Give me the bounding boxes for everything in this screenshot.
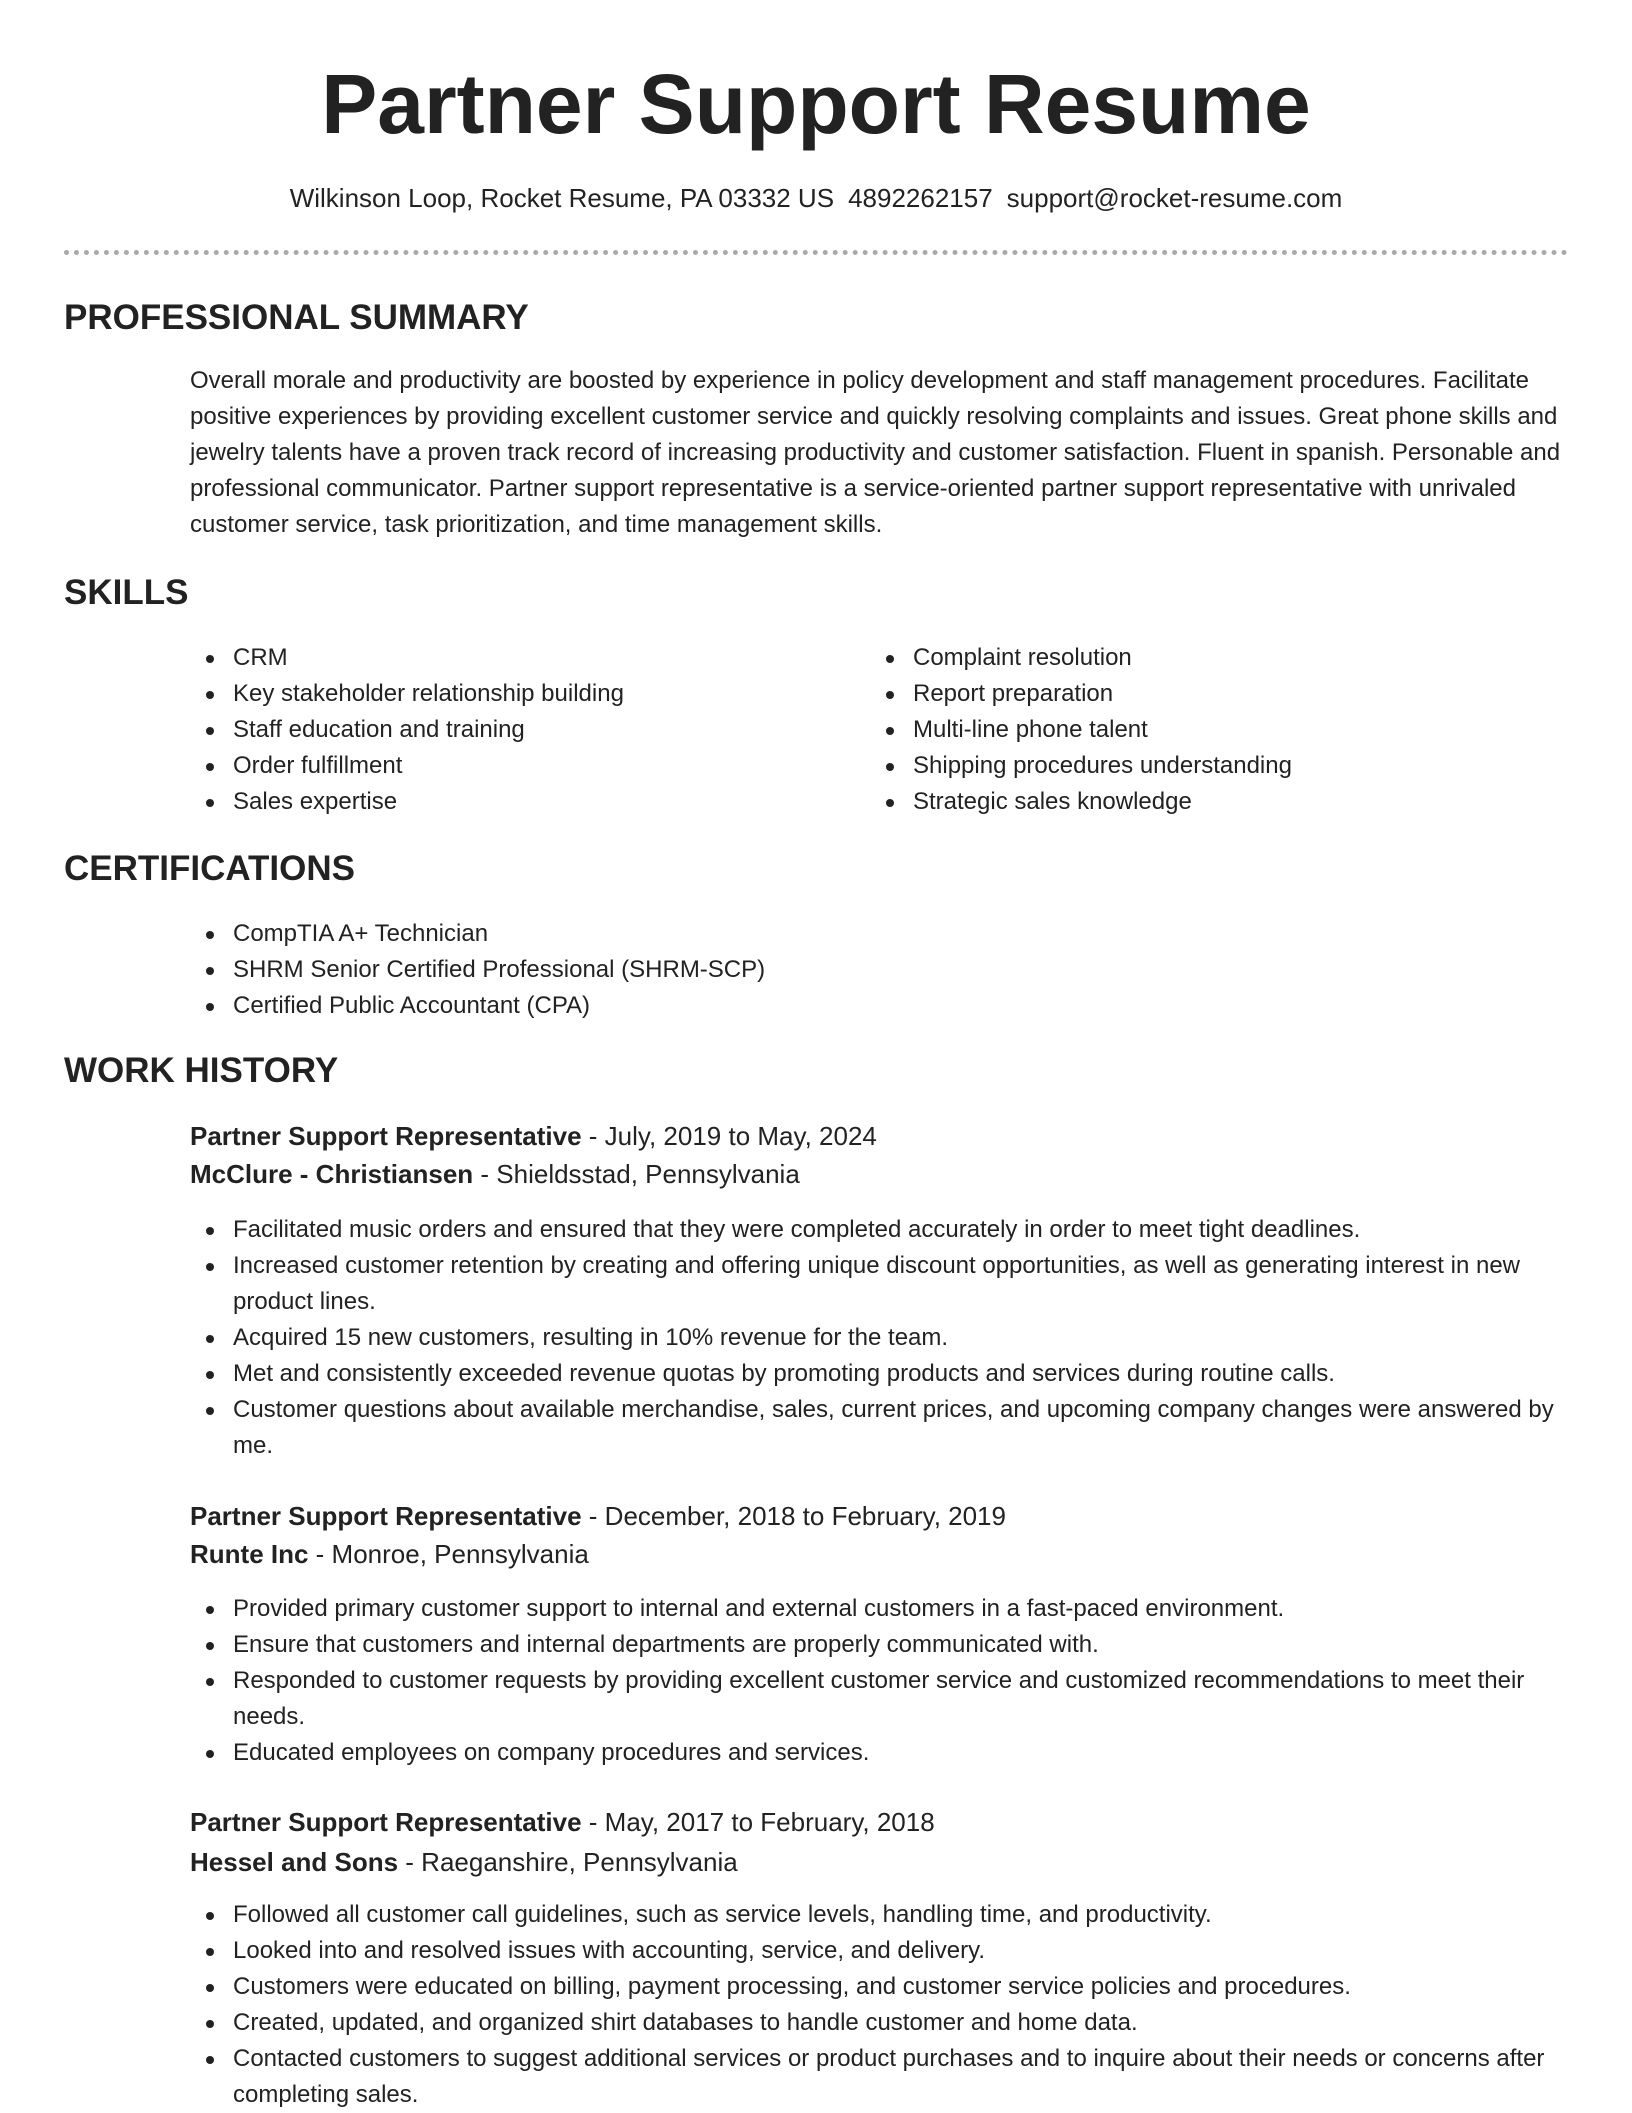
skill-item: Complaint resolution xyxy=(870,640,1550,676)
contact-email: support@rocket-resume.com xyxy=(1006,183,1343,213)
certification-item: CompTIA A+ Technician xyxy=(190,916,1560,952)
job-bullet: Facilitated music orders and ensured that they were completed accurately in order to meet tight deadlines. xyxy=(190,1212,1568,1248)
skill-item: Strategic sales knowledge xyxy=(870,784,1550,820)
skills-list-left xyxy=(190,640,830,820)
summary-text: Overall morale and productivity are boosted by experience in policy development and staff management procedures. Facilitate positive experiences by providing excellent customer service and quickly resolving complaints and issues. Great phone skills and jewelry talents have a proven track record of increasing productivity and customer satisfaction. Fluent in spanish. Personable and professional communicator. Partner support representative is a service-oriented partner support representative with unrivaled customer service, task prioritization, and time management skills. xyxy=(190,367,1561,538)
job-company: McClure - Christiansen xyxy=(190,1159,474,1189)
skills-heading: SKILLS xyxy=(64,573,189,612)
contact-address: Wilkinson Loop, Rocket Resume, PA 03332 US xyxy=(289,183,835,213)
job-dates: - December, 2018 to February, 2019 xyxy=(581,1501,1006,1531)
job-bullet: Educated employees on company procedures and services. xyxy=(190,1735,1568,1771)
certification-item: SHRM Senior Certified Professional (SHRM-SCP) xyxy=(190,952,1560,988)
job-bullet: Customers were educated on billing, payment processing, and customer service policies and procedures. xyxy=(190,1969,1568,2005)
work-history-heading: WORK HISTORY xyxy=(64,1051,339,1090)
job-company: Hessel and Sons xyxy=(190,1847,399,1877)
job-bullet: Customer questions about available merchandise, sales, current prices, and upcoming company changes were answered by me. xyxy=(190,1392,1568,1464)
job-title-line xyxy=(190,1497,1006,1535)
job-dates: - May, 2017 to February, 2018 xyxy=(581,1807,935,1837)
job-title: Partner Support Representative xyxy=(190,1807,582,1837)
job-bullet: Met and consistently exceeded revenue quotas by promoting products and services during routine calls. xyxy=(190,1356,1568,1392)
job-bullet: Contacted customers to suggest additional services or product purchases and to inquire about their needs or concerns after completing sales. xyxy=(190,2041,1568,2113)
job-bullets xyxy=(190,1212,1568,1464)
resume-title: Partner Support Resume xyxy=(321,57,1311,151)
skill-item: Staff education and training xyxy=(190,712,830,748)
job-bullet: Created, updated, and organized shirt databases to handle customer and home data. xyxy=(190,2005,1568,2041)
skill-item: Sales expertise xyxy=(190,784,830,820)
job-company: Runte Inc xyxy=(190,1539,309,1569)
job-bullet: Acquired 15 new customers, resulting in 10% revenue for the team. xyxy=(190,1320,1568,1356)
job-bullets xyxy=(190,1591,1568,1771)
certification-item: Certified Public Accountant (CPA) xyxy=(190,988,1560,1024)
job-bullet: Ensure that customers and internal departments are properly communicated with. xyxy=(190,1627,1568,1663)
job-company-line xyxy=(190,1155,800,1193)
header-divider xyxy=(64,250,1568,255)
skill-item: CRM xyxy=(190,640,830,676)
job-bullet: Looked into and resolved issues with accounting, service, and delivery. xyxy=(190,1933,1568,1969)
job-bullet: Followed all customer call guidelines, such as service levels, handling time, and productivity. xyxy=(190,1897,1568,1933)
job-company-line xyxy=(190,1843,738,1881)
job-title-line xyxy=(190,1117,877,1155)
contact-phone: 4892262157 xyxy=(848,183,993,213)
certifications-heading: CERTIFICATIONS xyxy=(64,849,356,888)
job-location: - Shieldsstad, Pennsylvania xyxy=(473,1159,800,1189)
skill-item: Multi-line phone talent xyxy=(870,712,1550,748)
skill-item: Order fulfillment xyxy=(190,748,830,784)
skill-item: Report preparation xyxy=(870,676,1550,712)
job-title-line xyxy=(190,1803,935,1841)
job-bullet: Responded to customer requests by providing excellent customer service and customized recommendations to meet their needs. xyxy=(190,1663,1568,1735)
certifications-list xyxy=(190,916,1560,1024)
job-location: - Monroe, Pennsylvania xyxy=(308,1539,589,1569)
skill-item: Key stakeholder relationship building xyxy=(190,676,830,712)
job-dates: - July, 2019 to May, 2024 xyxy=(581,1121,877,1151)
skill-item: Shipping procedures understanding xyxy=(870,748,1550,784)
job-company-line xyxy=(190,1535,589,1573)
summary-heading: PROFESSIONAL SUMMARY xyxy=(64,298,529,337)
job-title: Partner Support Representative xyxy=(190,1121,582,1151)
skills-list-right xyxy=(870,640,1550,820)
job-bullet: Provided primary customer support to internal and external customers in a fast-paced environment. xyxy=(190,1591,1568,1627)
job-bullet: Increased customer retention by creating and offering unique discount opportunities, as well as generating interest in new product lines. xyxy=(190,1248,1568,1320)
job-location: - Raeganshire, Pennsylvania xyxy=(398,1847,738,1877)
job-title: Partner Support Representative xyxy=(190,1501,582,1531)
job-bullets xyxy=(190,1897,1568,2113)
contact-line xyxy=(0,180,1632,216)
